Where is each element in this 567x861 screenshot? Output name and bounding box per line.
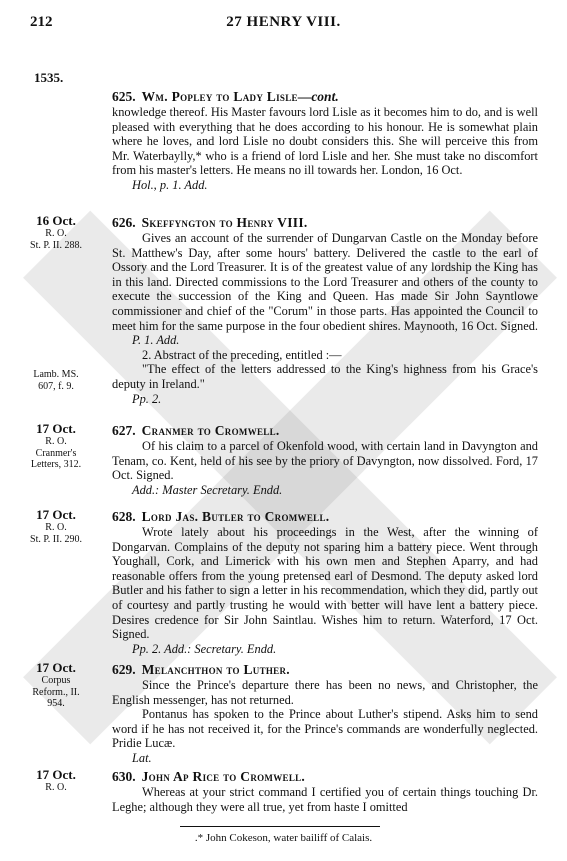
entry-notes: Add.: Master Secretary. Endd. [132,482,283,497]
entry-heading: 630. John Ap Rice to Cromwell. [112,769,306,784]
entry-margin-sub: Lamb. MS. 607, f. 9. [33,369,79,392]
entry-text: Of his claim to a parcel of Okenfold wood, with certain land in Davyngton and Tenam, co. Kent, held of his see by the priory of Davyngton, now dissolved. Ford, 17 Oct. Signed. [112,439,538,483]
year-marker: 1535. [34,70,64,85]
running-title: 27 HENRY VIII. [226,14,341,30]
entry-notes: P. 1. Add. [132,333,180,348]
entry-notes: Pp. 2. [132,391,162,406]
entry-margin: 17 Oct. R. O. St. P. II. 290. [30,507,82,545]
footnote: .* John Cokeson, water bailiff of Calais. [194,832,373,844]
entry-heading: 628. Lord Jas. Butler to Cromwell. [112,509,330,524]
entry-heading: 626. Skeffyngton to Henry VIII. [112,215,308,230]
entry-text: Since the Prince's departure there has been no news, and Christopher, the English messenger, has not returned. [112,678,538,707]
entry-subtext: "The effect of the letters addressed to the King's highness from his Grace's deputy in Ireland." [112,362,538,391]
entry-notes: Hol., p. 1. Add. [132,177,208,192]
entry-margin: 16 Oct. R. O. St. P. II. 288. [30,213,82,251]
page-number: 212 [30,14,53,30]
entry-margin: 17 Oct. R. O. Cranmer's Letters, 312. [30,421,82,470]
entry-text: Gives an account of the surrender of Dungarvan Castle on the Monday before St. Matthew's Day, after some hours' battery. Delivered the castle to the earl of Ossory and the Lord Treasurer. It is of the greatest value of any lordship the King has in this land. Directed commissions to the Lord Treasurer and others of the county to execute the succession of the King and Queen. Has made Sir John Sayntlowe commissioner and chief of the "Corum" in those parts. Has appointed the Council to meet him for the same purpose in the four obedient shires. Maynooth, 16 Oct. Signed. [112,231,539,333]
entry-subtext: 2. Abstract of the preceding, entitled :— [142,347,342,362]
entry-notes: Pp. 2. Add.: Secretary. Endd. [132,641,277,656]
footnote-rule [180,826,380,827]
entry-text: Pontanus has spoken to the Prince about Luther's stipend. Asks him to send word if he has not received it, for the Prince's commands are wonderfully neglected. Pridie Lucæ. [112,707,538,751]
entry-heading: 629. Melanchthon to Luther. [112,662,290,677]
entry-heading: 625. Wm. Popley to Lady Lisle—cont. [112,89,339,104]
entry-text: Whereas at your strict command I certified you of certain things touching Dr. Leghe; although they were all true, yet from haste I omitted [112,785,538,814]
entry-notes: Lat. [132,750,152,765]
entry-margin: 17 Oct. Corpus Reform., II. 954. [32,660,80,709]
entry-text: Wrote lately about his proceedings in the West, after the winning of Dongarvan. Complains of the deputy not sparing him a battery piece. Went through Youghall, Cork, and Limerick with his own men and Stephen Aparry, and had reasonable offers from the young pretensed earl of Desmond. The deputy asked lord Butler and his father to sign a letter in his recommendation, which they did, partly out of courtesy and partly trusting he would with better will have lent a battery piece. Desires credence for Sir John Saintlau. Wishes him to return. Waterford, 17 Oct. Signed. [112,525,538,642]
page-header [30,14,537,34]
entry-heading: 627. Cranmer to Cromwell. [112,423,280,438]
entry-margin: 17 Oct. R. O. [36,767,76,793]
entry-text: knowledge thereof. His Master favours lord Lisle as it becomes him to do, and is well pleased with everything that he does according to his honour. He is somewhat plain where he loves, and lord Lisle no doubt considers this. She will perceive this from Mr. Waterbaylly,* who is a friend of lord Lisle and her. She must take no discomfort from his master's letters. He means no ill towards her. London, 16 Oct. [112,105,538,178]
